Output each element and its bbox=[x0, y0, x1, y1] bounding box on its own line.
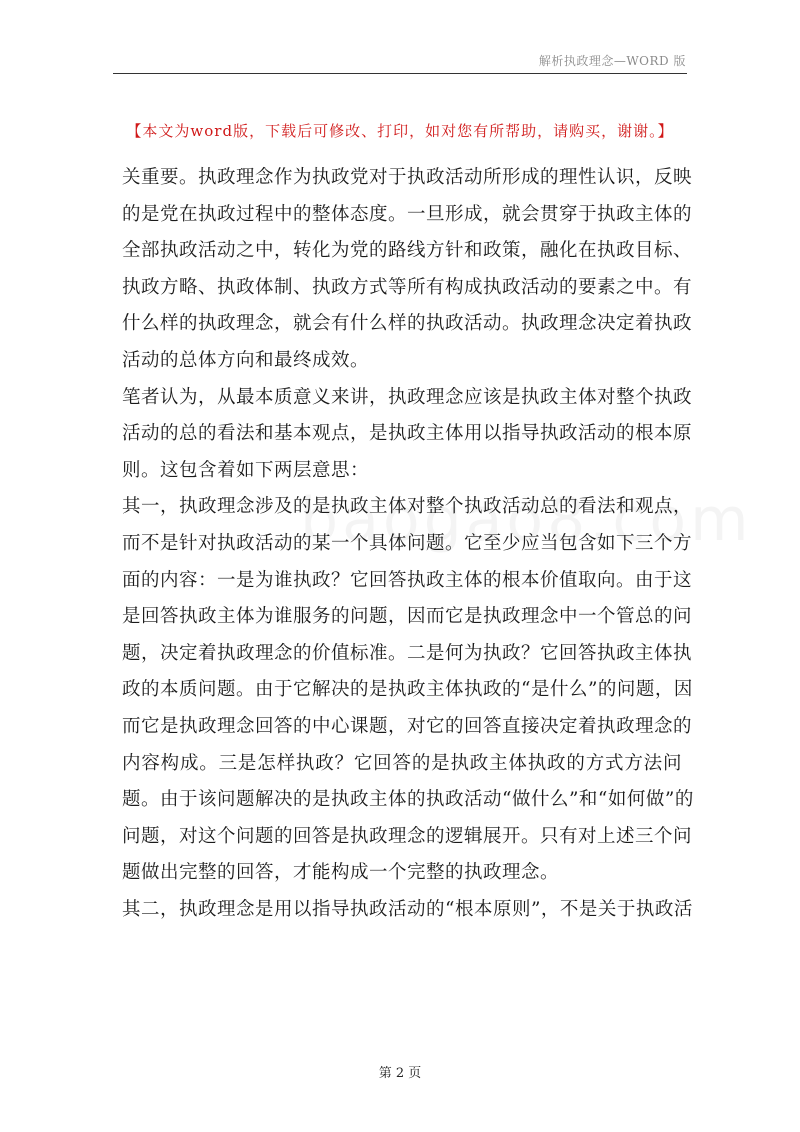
text-line: 政的本质问题。由于它解决的是执政主体执政的“是什么”的问题，因 bbox=[122, 679, 693, 701]
text-line: 题。由于该问题解决的是执政主体的执政活动“做什么”和“如何做”的 bbox=[122, 789, 694, 811]
text-line: 而不是针对执政活动的某一个具体问题。它至少应当包含如下三个方 bbox=[122, 532, 693, 554]
text-line: 题，决定着执政理念的价值标准。二是何为执政？它回答执政主体执 bbox=[122, 642, 693, 664]
text-line: 内容构成。三是怎样执政？它回答的是执政主体执政的方式方法问 bbox=[122, 752, 682, 774]
text-line: 是回答执政主体为谁服务的问题，因而它是执政理念中一个管总的问 bbox=[122, 606, 693, 628]
text-line: 问题，对这个问题的回答是执政理念的逻辑展开。只有对上述三个问 bbox=[122, 825, 693, 847]
text-line: 全部执政活动之中，转化为党的路线方针和政策，融化在执政目标、 bbox=[122, 240, 693, 262]
text-line: 其一，执政理念涉及的是执政主体对整个执政活动总的看法和观点， bbox=[122, 496, 693, 518]
text-line: 面的内容：一是为谁执政？它回答执政主体的根本价值取向。由于这 bbox=[122, 569, 693, 591]
text-line: 题做出完整的回答，才能构成一个完整的执政理念。 bbox=[122, 862, 560, 884]
text-line: 活动的总体方向和最终成效。 bbox=[122, 349, 370, 371]
text-line: 什么样的执政理念，就会有什么样的执政活动。执政理念决定着执政 bbox=[122, 313, 693, 335]
header-divider bbox=[113, 73, 687, 74]
text-line: 关重要。执政理念作为执政党对于执政活动所形成的理性认识，反映 bbox=[122, 167, 693, 188]
text-line: 的是党在执政过程中的整体态度。一旦形成，就会贯穿于执政主体的 bbox=[122, 203, 693, 225]
text-line: 而它是执政理念回答的中心课题，对它的回答直接决定着执政理念的 bbox=[122, 715, 693, 737]
text-line: 活动的总的看法和基本观点，是执政主体用以指导执政活动的根本原 bbox=[122, 423, 693, 445]
text-line: 笔者认为，从最本质意义来讲，执政理念应该是执政主体对整个执政 bbox=[122, 386, 693, 408]
header-title: 解析执政理念—WORD 版 bbox=[538, 54, 686, 68]
page-number: 第 2 页 bbox=[378, 1066, 422, 1081]
text-line: 则。这包含着如下两层意思： bbox=[122, 459, 370, 481]
text-line: 执政方略、执政体制、执政方式等所有构成执政活动的要素之中。有 bbox=[122, 276, 693, 298]
download-notice: 【本文为word版，下载后可修改、打印，如对您有所帮助，请购买，谢谢。】 bbox=[126, 122, 674, 140]
text-line: 其二，执政理念是用以指导执政活动的“根本原则”，不是关于执政活 bbox=[122, 898, 693, 920]
body-text bbox=[122, 160, 694, 928]
